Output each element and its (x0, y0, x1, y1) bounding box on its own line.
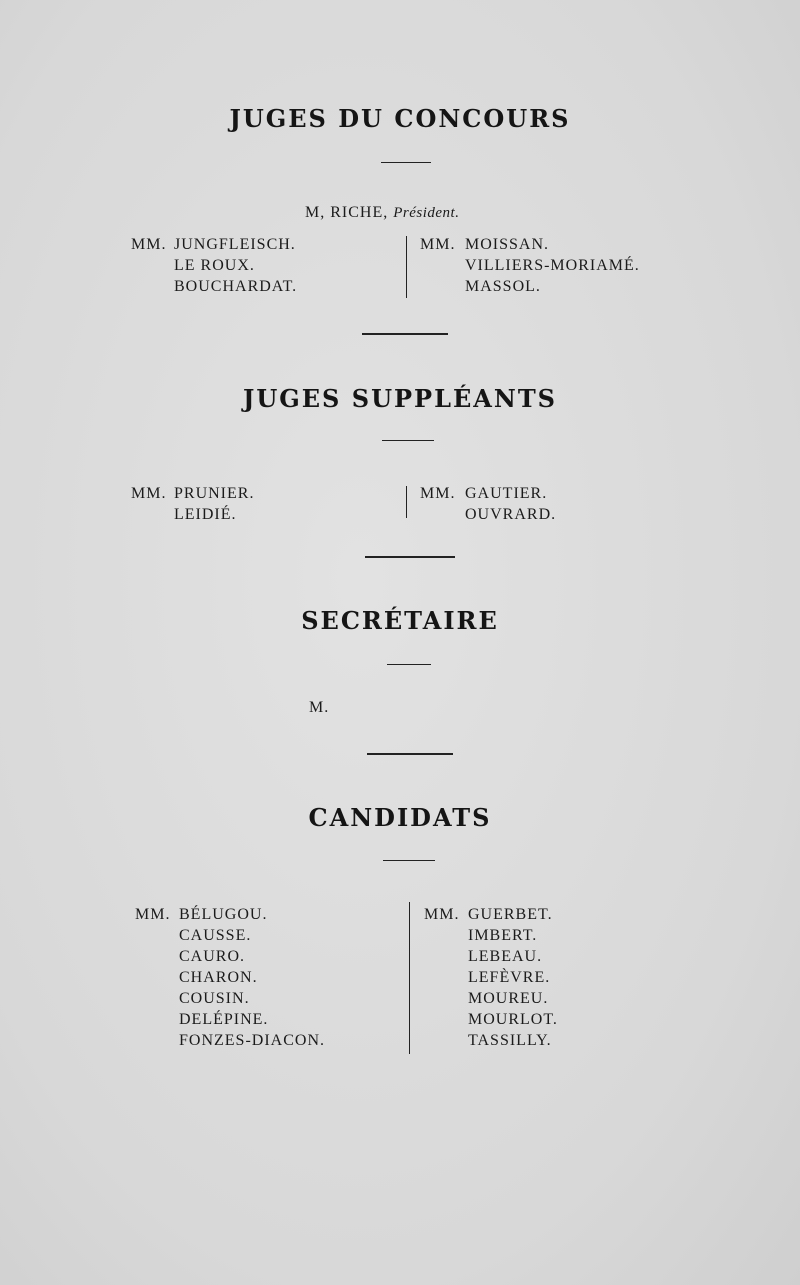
divider (383, 860, 435, 861)
president-name: M, RICHE, (305, 204, 389, 221)
list-item: VILLIERS-MORIAMÉ. (465, 257, 640, 274)
right-prefix: MM. (420, 236, 456, 253)
juges-left-list (174, 234, 297, 297)
list-item: LEFÈVRE. (468, 969, 551, 986)
column-divider (409, 902, 410, 1054)
list-item: IMBERT. (468, 927, 538, 944)
president-line (305, 202, 459, 224)
suppleants-left-list (174, 483, 254, 525)
list-item: COUSIN. (179, 990, 250, 1007)
list-item: LEIDIÉ. (174, 506, 237, 523)
heading-juges-du-concours: JUGES DU CONCOURS (229, 104, 571, 133)
list-item: DELÉPINE. (179, 1011, 269, 1028)
list-item: MOISSAN. (465, 236, 550, 253)
column-divider (406, 486, 407, 518)
list-item: TASSILLY. (468, 1032, 552, 1049)
suppleants-right-list (465, 483, 556, 525)
section-divider (367, 753, 453, 755)
left-prefix: MM. (135, 906, 171, 923)
list-item: MOURLOT. (468, 1011, 558, 1028)
heading-juges-suppleants: JUGES SUPPLÉANTS (242, 384, 558, 413)
left-prefix: MM. (131, 236, 167, 253)
section-divider (365, 556, 455, 558)
divider (387, 664, 431, 665)
list-item: CAURO. (179, 948, 246, 965)
president-title: Président. (393, 205, 460, 221)
list-item: MASSOL. (465, 278, 541, 295)
list-item: FONZES-DIACON. (179, 1032, 325, 1049)
list-item: GUERBET. (468, 906, 553, 923)
list-item: LEBEAU. (468, 948, 543, 965)
list-item: BÉLUGOU. (179, 906, 268, 923)
list-item: CAUSSE. (179, 927, 252, 944)
heading-secretaire: SECRÉTAIRE (301, 606, 499, 635)
juges-right-list (465, 234, 640, 297)
divider (382, 440, 434, 441)
right-prefix: MM. (424, 906, 460, 923)
secretaire-name: M. (309, 699, 330, 716)
list-item: LE ROUX. (174, 257, 255, 274)
divider (381, 162, 431, 163)
heading-candidats: CANDIDATS (308, 803, 492, 832)
list-item: JUNGFLEISCH. (174, 236, 296, 253)
candidats-left-list (179, 904, 325, 1051)
list-item: PRUNIER. (174, 485, 255, 502)
left-prefix: MM. (131, 485, 167, 502)
section-divider (362, 333, 448, 335)
right-prefix: MM. (420, 485, 456, 502)
list-item: BOUCHARDAT. (174, 278, 298, 295)
candidats-right-list (468, 904, 558, 1051)
list-item: OUVRARD. (465, 506, 557, 523)
list-item: CHARON. (179, 969, 258, 986)
list-item: MOUREU. (468, 990, 549, 1007)
list-item: GAUTIER. (465, 485, 548, 502)
column-divider (406, 236, 407, 298)
